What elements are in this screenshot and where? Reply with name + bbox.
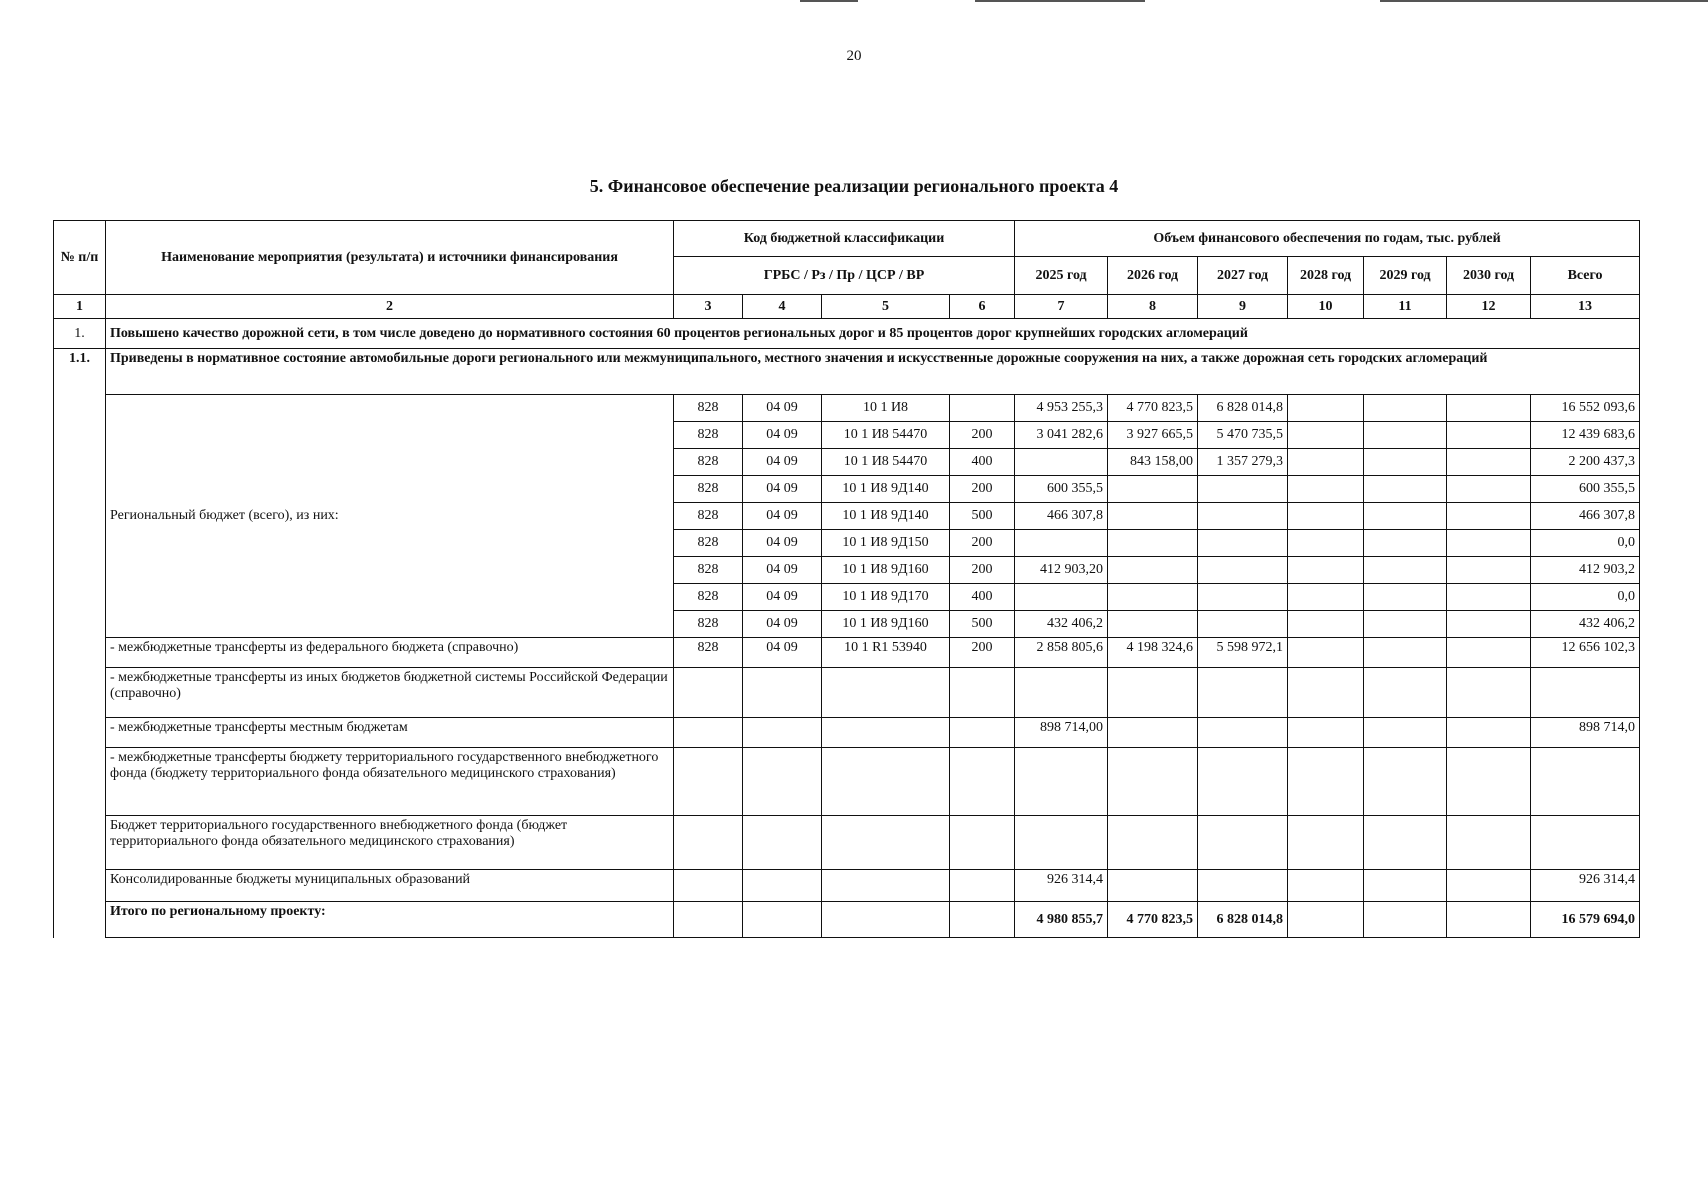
value-total: 0,0 (1531, 530, 1640, 557)
value-2026 (1108, 816, 1198, 870)
value-2029 (1364, 503, 1447, 530)
value-2027 (1198, 718, 1288, 748)
number-cell (54, 395, 106, 938)
rz-cell: 04 09 (743, 395, 822, 422)
value-total: 600 355,5 (1531, 476, 1640, 503)
value-2028 (1288, 611, 1364, 638)
csr-cell: 10 1 И8 9Д150 (822, 530, 950, 557)
vr-cell (950, 870, 1015, 902)
row-label: - межбюджетные трансферты местным бюджетам (106, 718, 674, 748)
value-total (1531, 816, 1640, 870)
scan-artifact (800, 0, 858, 2)
value-2029 (1364, 638, 1447, 668)
grbs-cell: 828 (674, 611, 743, 638)
value-2027 (1198, 748, 1288, 816)
row-label: - межбюджетные трансферты из федерального бюджета (справочно) (106, 638, 674, 668)
vr-cell: 400 (950, 449, 1015, 476)
value-2029 (1364, 816, 1447, 870)
value-2029 (1364, 449, 1447, 476)
value-2025: 898 714,00 (1015, 718, 1108, 748)
value-total: 0,0 (1531, 584, 1640, 611)
value-2027 (1198, 503, 1288, 530)
vr-cell (950, 816, 1015, 870)
csr-cell: 10 1 И8 54470 (822, 422, 950, 449)
value-2028 (1288, 668, 1364, 718)
value-2026 (1108, 584, 1198, 611)
vr-cell: 200 (950, 476, 1015, 503)
value-total: 432 406,2 (1531, 611, 1640, 638)
rz-cell: 04 09 (743, 557, 822, 584)
table-row (54, 668, 1640, 718)
col-number: 11 (1364, 295, 1447, 319)
col-number: 8 (1108, 295, 1198, 319)
value-total: 16 579 694,0 (1531, 902, 1640, 938)
rz-cell: 04 09 (743, 476, 822, 503)
header-name: Наименование мероприятия (результата) и источники финансирования (106, 221, 674, 295)
header-year: 2029 год (1364, 257, 1447, 295)
value-2026: 4 770 823,5 (1108, 902, 1198, 938)
value-2029 (1364, 902, 1447, 938)
value-2026: 4 198 324,6 (1108, 638, 1198, 668)
grbs-cell (674, 718, 743, 748)
grbs-cell: 828 (674, 557, 743, 584)
value-2028 (1288, 584, 1364, 611)
value-2025: 2 858 805,6 (1015, 638, 1108, 668)
value-2026 (1108, 718, 1198, 748)
rz-cell (743, 668, 822, 718)
value-2030 (1447, 816, 1531, 870)
header-year: 2026 год (1108, 257, 1198, 295)
csr-cell (822, 816, 950, 870)
col-number: 5 (822, 295, 950, 319)
value-2028 (1288, 503, 1364, 530)
table-row (54, 395, 1640, 422)
value-2030 (1447, 718, 1531, 748)
value-2027 (1198, 611, 1288, 638)
value-2025: 600 355,5 (1015, 476, 1108, 503)
col-number: 3 (674, 295, 743, 319)
value-2030 (1447, 530, 1531, 557)
vr-cell (950, 718, 1015, 748)
value-2030 (1447, 476, 1531, 503)
rz-cell: 04 09 (743, 449, 822, 476)
value-2029 (1364, 395, 1447, 422)
value-2025 (1015, 748, 1108, 816)
scan-artifact (1380, 0, 1708, 2)
col-number: 12 (1447, 295, 1531, 319)
value-2028 (1288, 718, 1364, 748)
table-row (54, 870, 1640, 902)
value-total: 12 656 102,3 (1531, 638, 1640, 668)
section-row (54, 319, 1640, 349)
vr-cell: 200 (950, 638, 1015, 668)
grbs-cell (674, 748, 743, 816)
csr-cell (822, 748, 950, 816)
csr-cell: 10 1 И8 9Д160 (822, 557, 950, 584)
total-row (54, 902, 1640, 938)
value-2029 (1364, 476, 1447, 503)
value-2029 (1364, 718, 1447, 748)
grbs-cell: 828 (674, 503, 743, 530)
section-number: 1. (54, 319, 106, 349)
section-row (54, 349, 1640, 395)
header-code-sub: ГРБС / Рз / Пр / ЦСР / ВР (674, 257, 1015, 295)
page-number: 20 (846, 48, 862, 64)
value-2027: 6 828 014,8 (1198, 395, 1288, 422)
value-2025 (1015, 668, 1108, 718)
value-2027 (1198, 870, 1288, 902)
csr-cell (822, 870, 950, 902)
header-year: 2025 год (1015, 257, 1108, 295)
value-2029 (1364, 557, 1447, 584)
value-total: 466 307,8 (1531, 503, 1640, 530)
value-2025: 4 953 255,3 (1015, 395, 1108, 422)
value-2030 (1447, 557, 1531, 584)
header-row (54, 221, 1640, 257)
vr-cell: 500 (950, 611, 1015, 638)
value-total: 2 200 437,3 (1531, 449, 1640, 476)
col-number: 1 (54, 295, 106, 319)
value-2030 (1447, 503, 1531, 530)
grbs-cell (674, 870, 743, 902)
header-year: 2027 год (1198, 257, 1288, 295)
total-label: Итого по региональному проекту: (106, 902, 674, 938)
value-2030 (1447, 395, 1531, 422)
value-total: 412 903,2 (1531, 557, 1640, 584)
page-title: 5. Финансовое обеспечение реализации регионального проекта 4 (589, 176, 1119, 196)
regional-budget-label: Региональный бюджет (всего), из них: (106, 395, 674, 638)
section-title: Приведены в нормативное состояние автомобильные дороги регионального или межмуниципального, местного значения и искусственные дорожные сооружения на них, а также дорожная сеть городских агломераций (106, 349, 1640, 395)
row-label: - межбюджетные трансферты из иных бюджетов бюджетной системы Российской Федерации (справочно) (106, 668, 674, 718)
value-total (1531, 748, 1640, 816)
csr-cell (822, 718, 950, 748)
vr-cell: 500 (950, 503, 1015, 530)
row-label: Консолидированные бюджеты муниципальных образований (106, 870, 674, 902)
value-total: 926 314,4 (1531, 870, 1640, 902)
grbs-cell: 828 (674, 395, 743, 422)
header-num: № п/п (54, 221, 106, 295)
value-2030 (1447, 748, 1531, 816)
vr-cell (950, 668, 1015, 718)
rz-cell (743, 870, 822, 902)
value-2026 (1108, 476, 1198, 503)
header-code-group: Код бюджетной классификации (674, 221, 1015, 257)
value-2025 (1015, 449, 1108, 476)
value-2025: 4 980 855,7 (1015, 902, 1108, 938)
value-2027: 5 598 972,1 (1198, 638, 1288, 668)
csr-cell (822, 668, 950, 718)
value-2026 (1108, 557, 1198, 584)
value-2027: 1 357 279,3 (1198, 449, 1288, 476)
value-2026 (1108, 870, 1198, 902)
rz-cell: 04 09 (743, 638, 822, 668)
grbs-cell (674, 668, 743, 718)
value-2028 (1288, 422, 1364, 449)
value-2028 (1288, 476, 1364, 503)
value-2027: 6 828 014,8 (1198, 902, 1288, 938)
header-year: 2028 год (1288, 257, 1364, 295)
value-2029 (1364, 748, 1447, 816)
grbs-cell: 828 (674, 584, 743, 611)
value-2029 (1364, 611, 1447, 638)
value-2028 (1288, 557, 1364, 584)
value-2026: 843 158,00 (1108, 449, 1198, 476)
value-2029 (1364, 870, 1447, 902)
col-number: 7 (1015, 295, 1108, 319)
value-2026 (1108, 530, 1198, 557)
grbs-cell: 828 (674, 449, 743, 476)
col-number: 13 (1531, 295, 1640, 319)
col-number: 6 (950, 295, 1015, 319)
empty-cell (950, 902, 1015, 938)
value-total: 16 552 093,6 (1531, 395, 1640, 422)
value-2026: 3 927 665,5 (1108, 422, 1198, 449)
header-total: Всего (1531, 257, 1640, 295)
value-2030 (1447, 668, 1531, 718)
table-row (54, 816, 1640, 870)
grbs-cell (674, 816, 743, 870)
value-total (1531, 668, 1640, 718)
csr-cell: 10 1 И8 9Д160 (822, 611, 950, 638)
value-2025: 466 307,8 (1015, 503, 1108, 530)
value-2027 (1198, 476, 1288, 503)
value-2026: 4 770 823,5 (1108, 395, 1198, 422)
value-2026 (1108, 503, 1198, 530)
value-2025: 432 406,2 (1015, 611, 1108, 638)
col-number: 10 (1288, 295, 1364, 319)
vr-cell: 200 (950, 557, 1015, 584)
value-2025 (1015, 816, 1108, 870)
value-2028 (1288, 902, 1364, 938)
value-2029 (1364, 668, 1447, 718)
value-2028 (1288, 816, 1364, 870)
value-2030 (1447, 638, 1531, 668)
csr-cell: 10 1 И8 54470 (822, 449, 950, 476)
value-2025 (1015, 530, 1108, 557)
rz-cell: 04 09 (743, 422, 822, 449)
value-2027 (1198, 557, 1288, 584)
value-2028 (1288, 530, 1364, 557)
col-number: 9 (1198, 295, 1288, 319)
value-2029 (1364, 530, 1447, 557)
rz-cell: 04 09 (743, 611, 822, 638)
value-2027 (1198, 816, 1288, 870)
scan-artifact (975, 0, 1145, 2)
vr-cell: 200 (950, 530, 1015, 557)
section-number: 1.1. (54, 349, 106, 395)
csr-cell: 10 1 И8 9Д170 (822, 584, 950, 611)
value-2027 (1198, 584, 1288, 611)
value-2030 (1447, 611, 1531, 638)
section-title: Повышено качество дорожной сети, в том числе доведено до нормативного состояния 60 процентов региональных дорог и 85 процентов дорог крупнейших городских агломераций (106, 319, 1640, 349)
empty-cell (822, 902, 950, 938)
value-total: 12 439 683,6 (1531, 422, 1640, 449)
value-2030 (1447, 584, 1531, 611)
csr-cell: 10 1 И8 9Д140 (822, 503, 950, 530)
value-2025: 926 314,4 (1015, 870, 1108, 902)
value-2028 (1288, 638, 1364, 668)
value-2027 (1198, 668, 1288, 718)
rz-cell (743, 816, 822, 870)
value-2026 (1108, 668, 1198, 718)
value-2026 (1108, 611, 1198, 638)
value-2027 (1198, 530, 1288, 557)
rz-cell: 04 09 (743, 503, 822, 530)
col-number: 4 (743, 295, 822, 319)
value-2028 (1288, 748, 1364, 816)
empty-cell (743, 902, 822, 938)
value-2026 (1108, 748, 1198, 816)
table-row (54, 748, 1640, 816)
row-label: - межбюджетные трансферты бюджету территориального государственного внебюджетного фонда (бюджету территориального фонда обязательного медицинского страхования) (106, 748, 674, 816)
value-2028 (1288, 395, 1364, 422)
value-2025: 412 903,20 (1015, 557, 1108, 584)
vr-cell: 200 (950, 422, 1015, 449)
grbs-cell: 828 (674, 422, 743, 449)
table-row (54, 638, 1640, 668)
empty-cell (674, 902, 743, 938)
vr-cell: 400 (950, 584, 1015, 611)
value-2027: 5 470 735,5 (1198, 422, 1288, 449)
rz-cell: 04 09 (743, 584, 822, 611)
value-2030 (1447, 870, 1531, 902)
value-2030 (1447, 422, 1531, 449)
value-total: 898 714,0 (1531, 718, 1640, 748)
value-2028 (1288, 870, 1364, 902)
value-2029 (1364, 422, 1447, 449)
csr-cell: 10 1 И8 9Д140 (822, 476, 950, 503)
header-year: 2030 год (1447, 257, 1531, 295)
grbs-cell: 828 (674, 638, 743, 668)
vr-cell (950, 395, 1015, 422)
numbering-row (54, 295, 1640, 319)
row-label: Бюджет территориального государственного внебюджетного фонда (бюджет территориального фонда обязательного медицинского страхования) (106, 816, 674, 870)
col-number: 2 (106, 295, 674, 319)
rz-cell (743, 748, 822, 816)
value-2029 (1364, 584, 1447, 611)
value-2028 (1288, 449, 1364, 476)
grbs-cell: 828 (674, 530, 743, 557)
header-volume-group: Объем финансового обеспечения по годам, тыс. рублей (1015, 221, 1640, 257)
value-2025 (1015, 584, 1108, 611)
grbs-cell: 828 (674, 476, 743, 503)
rz-cell: 04 09 (743, 530, 822, 557)
value-2030 (1447, 449, 1531, 476)
table-row (54, 718, 1640, 748)
vr-cell (950, 748, 1015, 816)
value-2025: 3 041 282,6 (1015, 422, 1108, 449)
value-2030 (1447, 902, 1531, 938)
rz-cell (743, 718, 822, 748)
financing-table (53, 220, 1640, 938)
csr-cell: 10 1 И8 (822, 395, 950, 422)
csr-cell: 10 1 R1 53940 (822, 638, 950, 668)
